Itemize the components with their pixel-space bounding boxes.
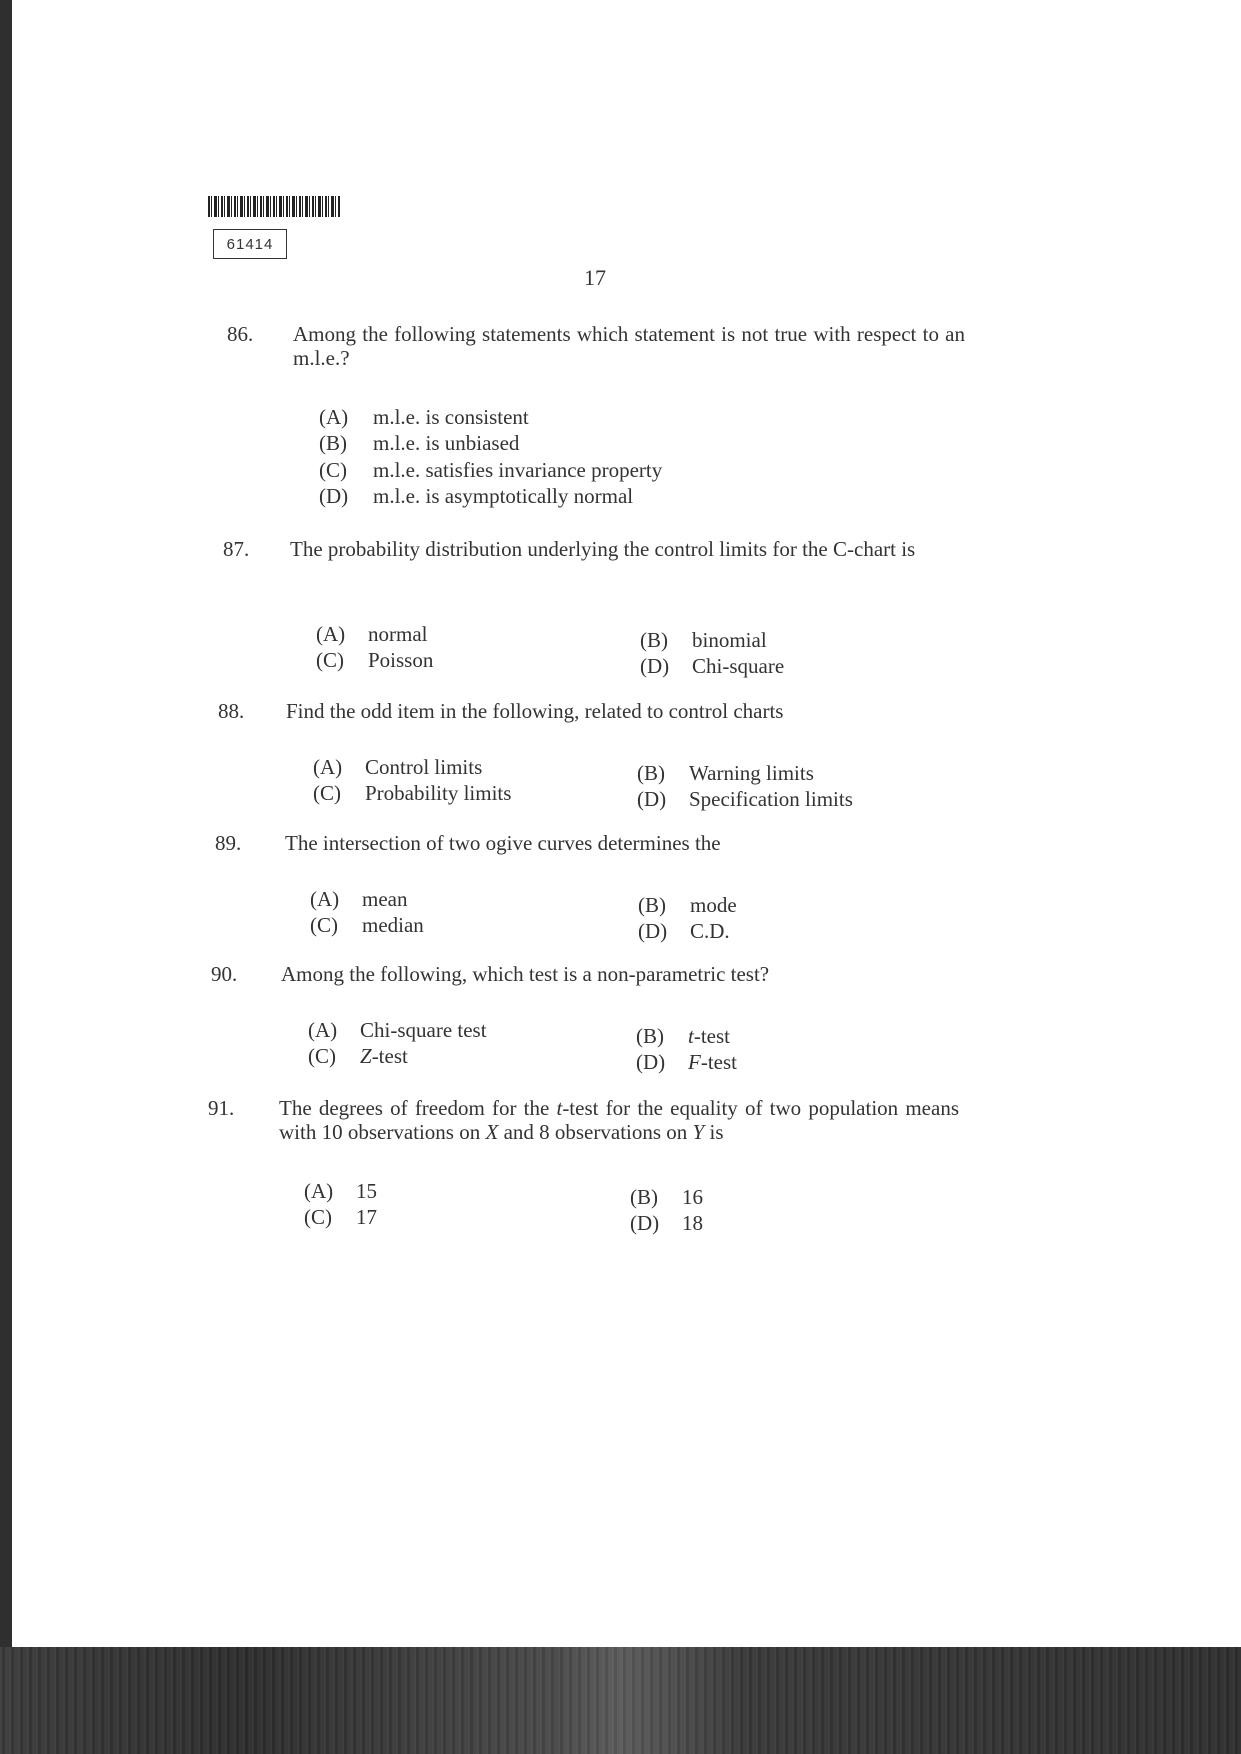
option-d — [319, 484, 633, 508]
question-text — [279, 1096, 959, 1144]
option-text: m.l.e. is consistent — [373, 405, 529, 429]
option-text: 15 — [356, 1179, 377, 1203]
option-c — [316, 648, 433, 672]
option-d — [637, 787, 853, 811]
option-a — [316, 622, 427, 646]
question-variable: X — [485, 1120, 499, 1144]
option-text: m.l.e. is asymptotically normal — [373, 484, 634, 508]
option-c — [313, 781, 511, 805]
question-variable: Y — [692, 1120, 705, 1144]
question-text-part: is — [704, 1120, 724, 1144]
option-c — [308, 1044, 408, 1068]
option-label: (C) — [304, 1205, 332, 1229]
option-label: (B) — [638, 893, 666, 917]
option-label: (D) — [630, 1211, 660, 1235]
option-b — [319, 431, 519, 455]
option-a — [304, 1179, 377, 1203]
question-text: Among the following, which test is a non-parametric test? — [281, 962, 770, 986]
question-text-part: -test for the equality of two population means with 10 observations on — [279, 1096, 959, 1144]
option-text: -test — [371, 1044, 408, 1068]
question-number: 89. — [215, 831, 242, 855]
option-text: Warning limits — [689, 761, 814, 785]
question-text: The intersection of two ogive curves determines the — [285, 831, 721, 855]
option-text: 16 — [682, 1185, 703, 1209]
option-variable: F — [688, 1050, 701, 1074]
option-text: C.D. — [690, 919, 730, 943]
option-label: (A) — [304, 1179, 334, 1203]
option-label: (A) — [308, 1018, 338, 1042]
option-label: (D) — [640, 654, 670, 678]
option-text: Probability limits — [365, 781, 512, 805]
option-label: (B) — [630, 1185, 658, 1209]
option-text: mode — [690, 893, 737, 917]
option-text: binomial — [692, 628, 767, 652]
option-variable: t — [688, 1024, 694, 1048]
barcode — [208, 196, 340, 217]
option-variable: Z — [360, 1044, 372, 1068]
booklet-code: 61414 — [213, 229, 287, 259]
option-text: Poisson — [368, 648, 434, 672]
question-text: The probability distribution underlying the control limits for the C-chart is — [290, 537, 916, 561]
scanner-background-band — [0, 1647, 1241, 1754]
option-label: (B) — [640, 628, 668, 652]
option-b — [638, 893, 737, 917]
option-text: Control limits — [365, 755, 483, 779]
option-a — [319, 405, 529, 429]
option-label: (C) — [310, 913, 338, 937]
option-label: (D) — [638, 919, 668, 943]
question-text: Among the following statements which statement is not true with respect to an m.l.e.? — [293, 322, 965, 370]
option-label: (D) — [319, 484, 349, 508]
option-text: mean — [362, 887, 408, 911]
option-a — [310, 887, 407, 911]
option-label: (A) — [316, 622, 346, 646]
question-number: 88. — [218, 699, 245, 723]
option-label: (D) — [637, 787, 667, 811]
option-label: (C) — [319, 458, 347, 482]
question-text-part: The degrees of freedom for the — [279, 1096, 557, 1120]
question-number: 87. — [223, 537, 250, 561]
option-b — [637, 761, 814, 785]
option-text: -test — [700, 1050, 737, 1074]
question-number: 90. — [211, 962, 238, 986]
question-text: Find the odd item in the following, related to control charts — [286, 699, 784, 723]
option-label: (D) — [636, 1050, 666, 1074]
option-label: (B) — [636, 1024, 664, 1048]
option-label: (B) — [637, 761, 665, 785]
option-d — [638, 919, 730, 943]
option-text: median — [362, 913, 424, 937]
option-text: 18 — [682, 1211, 703, 1235]
option-d — [636, 1050, 737, 1074]
question-number: 86. — [227, 322, 254, 346]
option-text: normal — [368, 622, 428, 646]
option-text: Specification limits — [689, 787, 853, 811]
option-a — [313, 755, 482, 779]
option-b — [630, 1185, 703, 1209]
option-text: m.l.e. is unbiased — [373, 431, 520, 455]
option-text: Chi-square — [692, 654, 785, 678]
option-label: (C) — [313, 781, 341, 805]
option-label: (C) — [316, 648, 344, 672]
option-c — [319, 458, 662, 482]
option-d — [630, 1211, 703, 1235]
option-text: 17 — [356, 1205, 377, 1229]
question-text-part: and 8 observations on — [498, 1120, 693, 1144]
option-a — [308, 1018, 487, 1042]
question-number: 91. — [208, 1096, 235, 1120]
question-variable: t — [556, 1096, 563, 1120]
option-text: Chi-square test — [360, 1018, 487, 1042]
option-label: (C) — [308, 1044, 336, 1068]
scan-edge — [0, 0, 12, 1754]
option-label: (A) — [319, 405, 349, 429]
option-c — [304, 1205, 377, 1229]
option-b — [640, 628, 767, 652]
option-label: (A) — [310, 887, 340, 911]
option-c — [310, 913, 424, 937]
option-b — [636, 1024, 730, 1048]
page-number: 17 — [584, 265, 606, 290]
option-d — [640, 654, 784, 678]
option-text: -test — [693, 1024, 730, 1048]
option-label: (A) — [313, 755, 343, 779]
option-text: m.l.e. satisfies invariance property — [373, 458, 663, 482]
option-label: (B) — [319, 431, 347, 455]
